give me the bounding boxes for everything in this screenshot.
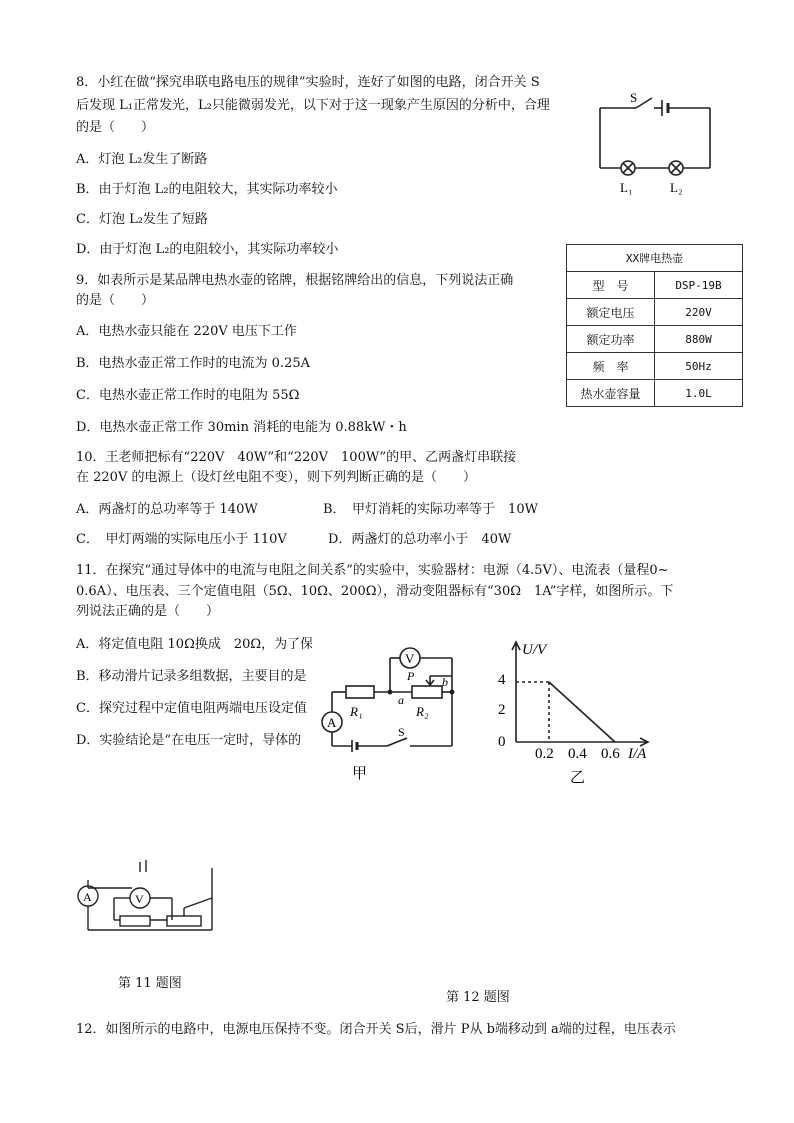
- q8-lamp2-label: L₂: [670, 180, 683, 195]
- q8-option-b: B．由于灯泡 L₂的电阻较大，其实际功率较小: [76, 182, 338, 197]
- q9-option-d: D．电热水壶正常工作 30min 消耗的电能为 0.88kW・h: [76, 420, 407, 435]
- caption-fig12: 第 12 题图: [446, 990, 510, 1005]
- q9-option-c: C．电热水壶正常工作时的电阻为 55Ω: [76, 388, 300, 403]
- q11-stem-line2: 0.6A）、电压表、三个定值电阻（5Ω、10Ω、200Ω），滑动变阻器标有“30Ω 1A”字样，如图所示。下: [76, 584, 674, 599]
- table-row: 型 号 DSP-19B: [567, 272, 743, 299]
- q11-stem-line3: 列说法正确的是（ ）: [76, 604, 220, 619]
- q11-option-c: C．探究过程中定值电阻两端电压设定值: [76, 701, 307, 716]
- q9-stem-line2: 的是（ ）: [76, 293, 155, 308]
- ammeter-symbol: A: [327, 715, 337, 730]
- graph-xlabel: I/A: [628, 746, 647, 762]
- q8-stem-line1: 8．小红在做“探究串联电路电压的规律”实验时，连好了如图的电路，闭合开关 S: [76, 75, 540, 90]
- q8-option-d: D．由于灯泡 L₂的电阻较小，其实际功率较小: [76, 242, 339, 257]
- table-row: 频 率 50Hz: [567, 353, 743, 380]
- q10-stem-line2: 在 220V 的电源上（设灯丝电阻不变），则下列判断正确的是（ ）: [76, 470, 476, 485]
- table-row: 额定功率 880W: [567, 326, 743, 353]
- q11-ammeter-symbol: A: [83, 890, 92, 904]
- caption-jia: 甲: [352, 766, 368, 782]
- point-a-label: a: [398, 693, 404, 707]
- caption-fig11: 第 11 题图: [118, 976, 182, 991]
- q8-option-c: C．灯泡 L₂发生了短路: [76, 212, 208, 227]
- q8-stem-line3: 的是（ ）: [76, 120, 155, 135]
- table-row: 额定电压 220V: [567, 299, 743, 326]
- q11-stem-line1: 11．在探究“通过导体中的电流与电阻之间关系”的实验中，实验器材：电源（4.5V）、电流表（量程0~: [76, 563, 669, 578]
- q10-option-b: B． 甲灯消耗的实际功率等于 10W: [323, 502, 538, 517]
- q10-option-c: C． 甲灯两端的实际电压小于 110V: [76, 532, 287, 547]
- graph-ytick-4: 4: [498, 672, 506, 688]
- q10-option-a: A．两盏灯的总功率等于 140W: [76, 502, 258, 517]
- voltmeter-symbol: V: [405, 651, 415, 666]
- table-row: 热水壶容量 1.0L: [567, 380, 743, 407]
- q8-circuit-diagram: [590, 84, 720, 200]
- kettle-nameplate-table: [566, 244, 743, 407]
- graph-origin: 0: [498, 734, 506, 750]
- q10-stem-line1: 10．王老师把标有“220V 40W”和“220V 100W”的甲、乙两盏灯串联接: [76, 450, 517, 465]
- graph-xtick-06: 0.6: [601, 746, 620, 762]
- point-b-label: b: [442, 675, 448, 689]
- q12-stem-line1: 12．如图所示的电路中，电源电压保持不变。闭合开关 S后，滑片 P从 b端移动到 a端的过程，电压表示: [76, 1022, 676, 1037]
- q10-option-d: D．两盏灯的总功率小于 40W: [328, 532, 512, 547]
- switch-s-label: S: [398, 725, 405, 739]
- q12-circuit-jia: [312, 640, 462, 790]
- q8-switch-label: S: [630, 90, 638, 105]
- r2-label: R₂: [416, 704, 429, 719]
- q9-option-b: B．电热水壶正常工作时的电流为 0.25A: [76, 356, 311, 371]
- caption-yi: 乙: [570, 770, 586, 786]
- q9-option-a: A．电热水壶只能在 220V 电压下工作: [76, 324, 297, 339]
- q11-option-a: A．将定值电阻 10Ω换成 20Ω，为了保: [76, 637, 314, 652]
- q8-stem-line2: 后发现 L₁正常发光，L₂只能微弱发光，以下对于这一现象产生原因的分析中，合理: [76, 98, 550, 113]
- graph-ui-line: [549, 682, 615, 742]
- q12-graph-yi: [478, 632, 678, 792]
- nameplate-title: XX牌电热壶: [567, 245, 743, 272]
- graph-xtick-04: 0.4: [568, 746, 587, 762]
- q11-voltmeter-symbol: V: [135, 892, 144, 906]
- q11-circuit-partial: [72, 858, 222, 938]
- q11-option-d: D．实验结论是“在电压一定时，导体的: [76, 733, 302, 748]
- graph-ytick-2: 2: [498, 702, 506, 718]
- q11-option-b: B．移动滑片记录多组数据，主要目的是: [76, 669, 307, 684]
- q8-option-a: A．灯泡 L₂发生了断路: [76, 152, 208, 167]
- graph-ylabel: U/V: [522, 642, 547, 658]
- slider-p-label: P: [407, 669, 415, 683]
- graph-xtick-02: 0.2: [535, 746, 554, 762]
- r1-label: R₁: [350, 704, 363, 719]
- q8-lamp1-label: L₁: [620, 180, 633, 195]
- q9-stem-line1: 9．如表所示是某品牌电热水壶的铭牌，根据铭牌给出的信息，下列说法正确: [76, 273, 514, 288]
